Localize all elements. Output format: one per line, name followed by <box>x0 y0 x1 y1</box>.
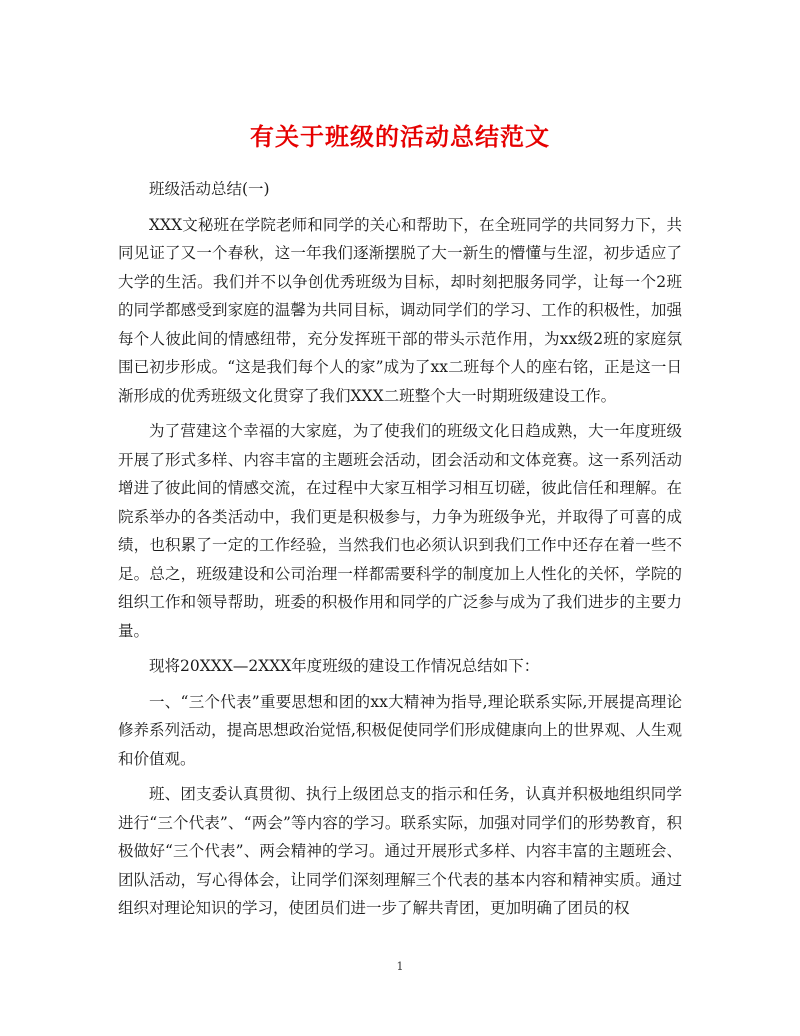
paragraph: 一、“三个代表”重要思想和团的xx大精神为指导,理论联系实际,开展提高理论修养系列活动，提高思想政治觉悟,积极促使同学们形成健康向上的世界观、人生观和价值观。 <box>118 692 682 768</box>
document-body <box>118 175 682 930</box>
page-number: 1 <box>396 960 404 973</box>
paragraph: 为了营建这个幸福的大家庭，为了使我们的班级文化日趋成熟，大一年度班级开展了形式多样、内容丰富的主题班会活动，团会活动和文体竞赛。这一系列活动增进了彼此间的情感交流，在过程中大家互相学习相互切磋，彼此信任和理解。在院系举办的各类活动中，我们更是积极参与，力争为班级争光，并取得了可喜的成绩，也积累了一定的工作经验，当然我们也必须认识到我们工作中还存在着一些不足。总之，班级建设和公司治理一样都需要科学的制度加上人性化的关怀，学院的组织工作和领导帮助，班委的积极作用和同学的广泛参与成为了我们进步的主要力量。 <box>118 422 682 640</box>
section-heading: 班级活动总结(一) <box>149 180 270 198</box>
paragraph: 班、团支委认真贯彻、执行上级团总支的指示和任务，认真并积极地组织同学进行“三个代表”、“两会”等内容的学习。联系实际，加强对同学们的形势教育，积极做好“三个代表”、两会精神的学习。通过开展形式多样、内容丰富的主题班会、团队活动，写心得体会，让同学们深刻理解三个代表的基本内容和精神实质。通过组织对理论知识的学习，使团员们进一步了解共青团，更加明确了团员的权 <box>118 785 682 917</box>
paragraph: XXX文秘班在学院老师和同学的关心和帮助下，在全班同学的共同努力下，共同见证了又一个春秋，这一年我们逐渐摆脱了大一新生的懵懂与生涩，初步适应了大学的生活。我们并不以争创优秀班级为目标，却时刻把服务同学，让每一个2班的同学都感受到家庭的温馨为共同目标，调动同学们的学习、工作的积极性，加强每个人彼此间的情感纽带，充分发挥班干部的带头示范作用，为xx级2班的家庭氛围已初步形成。“这是我们每个人的家”成为了xx二班每个人的座右铭，正是这一日渐形成的优秀班级文化贯穿了我们XXX二班整个大一时期班级建设工作。 <box>118 215 682 405</box>
paragraph: 现将20XXX—2XXX年度班级的建设工作情况总结如下： <box>149 657 540 675</box>
document-title: 有关于班级的活动总结范文 <box>250 122 550 152</box>
